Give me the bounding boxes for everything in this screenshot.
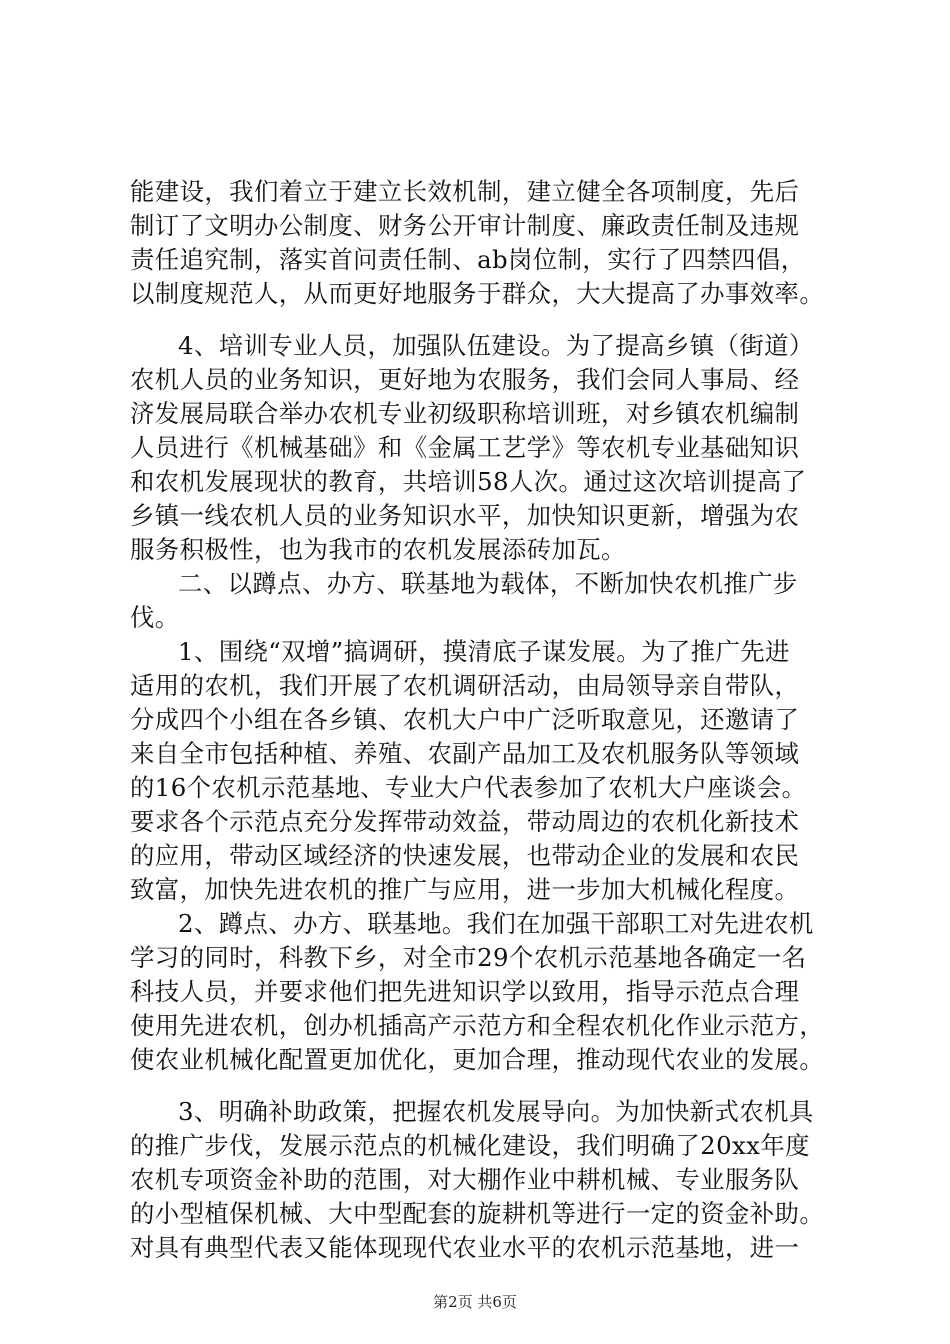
body-text-line: 来自全市包括种植、养殖、农副产品加工及农机服务队等领域 — [130, 739, 800, 768]
body-text-line: 农机专项资金补助的范围，对大棚作业中耕机械、专业服务队 — [130, 1165, 800, 1194]
body-text-line: 致富，加快先进农机的推广与应用，进一步加大机械化程度。 — [130, 875, 800, 904]
section-heading: 伐。 — [130, 603, 180, 632]
body-text-line: 农机人员的业务知识，更好地为农服务，我们会同人事局、经 — [130, 365, 800, 394]
body-text-line: 能建设，我们着立于建立长效机制，建立健全各项制度，先后 — [130, 177, 800, 206]
body-text-line: 和农机发展现状的教育，共培训58人次。通过这次培训提高了 — [130, 467, 807, 496]
body-text-line: 责任追究制，落实首问责任制、ab岗位制，实行了四禁四倡， — [130, 245, 806, 274]
body-text-line: 的应用，带动区域经济的快速发展，也带动企业的发展和农民 — [130, 841, 800, 870]
body-text-line: 的小型植保机械、大中型配套的旋耕机等进行一定的资金补助。 — [130, 1199, 825, 1228]
body-text-line: 学习的同时，科教下乡，对全市29个农机示范基地各确定一名 — [130, 943, 807, 972]
body-text-line: 的推广步伐，发展示范点的机械化建设，我们明确了20xx年度 — [130, 1131, 810, 1160]
body-text-line: 制订了文明办公制度、财务公开审计制度、廉政责任制及违规 — [130, 211, 800, 240]
body-text-line: 适用的农机，我们开展了农机调研活动，由局领导亲自带队， — [130, 671, 800, 700]
body-text-line: 服务积极性，也为我市的农机发展添砖加瓦。 — [130, 535, 626, 564]
body-text-line: 1、围绕“双增”搞调研，摸清底子谋发展。为了推广先进 — [178, 637, 790, 666]
body-text-line: 3、明确补助政策，把握农机发展导向。为加快新式农机具 — [178, 1097, 814, 1126]
body-text-line: 的16个农机示范基地、专业大户代表参加了农机大户座谈会。 — [130, 773, 807, 802]
body-text-line: 4、培训专业人员，加强队伍建设。为了提高乡镇（街道） — [178, 331, 814, 360]
body-text-line: 以制度规范人，从而更好地服务于群众，大大提高了办事效率。 — [130, 279, 825, 308]
body-text-line: 人员进行《机械基础》和《金属工艺学》等农机专业基础知识 — [130, 433, 800, 462]
body-text-line: 乡镇一线农机人员的业务知识水平，加快知识更新，增强为农 — [130, 501, 800, 530]
body-text-line: 2、蹲点、办方、联基地。我们在加强干部职工对先进农机 — [178, 909, 814, 938]
body-text-line: 要求各个示范点充分发挥带动效益，带动周边的农机化新技术 — [130, 807, 800, 836]
body-text-line: 使农业机械化配置更加优化，更加合理，推动现代农业的发展。 — [130, 1045, 825, 1074]
body-text-line: 分成四个小组在各乡镇、农机大户中广泛听取意见，还邀请了 — [130, 705, 800, 734]
body-text-line: 济发展局联合举办农机专业初级职称培训班，对乡镇农机编制 — [130, 399, 800, 428]
body-text-line: 使用先进农机，创办机插高产示范方和全程农机化作业示范方， — [130, 1011, 825, 1040]
body-text-line: 对具有典型代表又能体现现代农业水平的农机示范基地，进一 — [130, 1233, 800, 1262]
body-text-line: 科技人员，并要求他们把先进知识学以致用，指导示范点合理 — [130, 977, 800, 1006]
section-heading: 二、以蹲点、办方、联基地为载体，不断加快农机推广步 — [178, 569, 798, 598]
page-number: 第2页 共6页 — [433, 1293, 517, 1311]
